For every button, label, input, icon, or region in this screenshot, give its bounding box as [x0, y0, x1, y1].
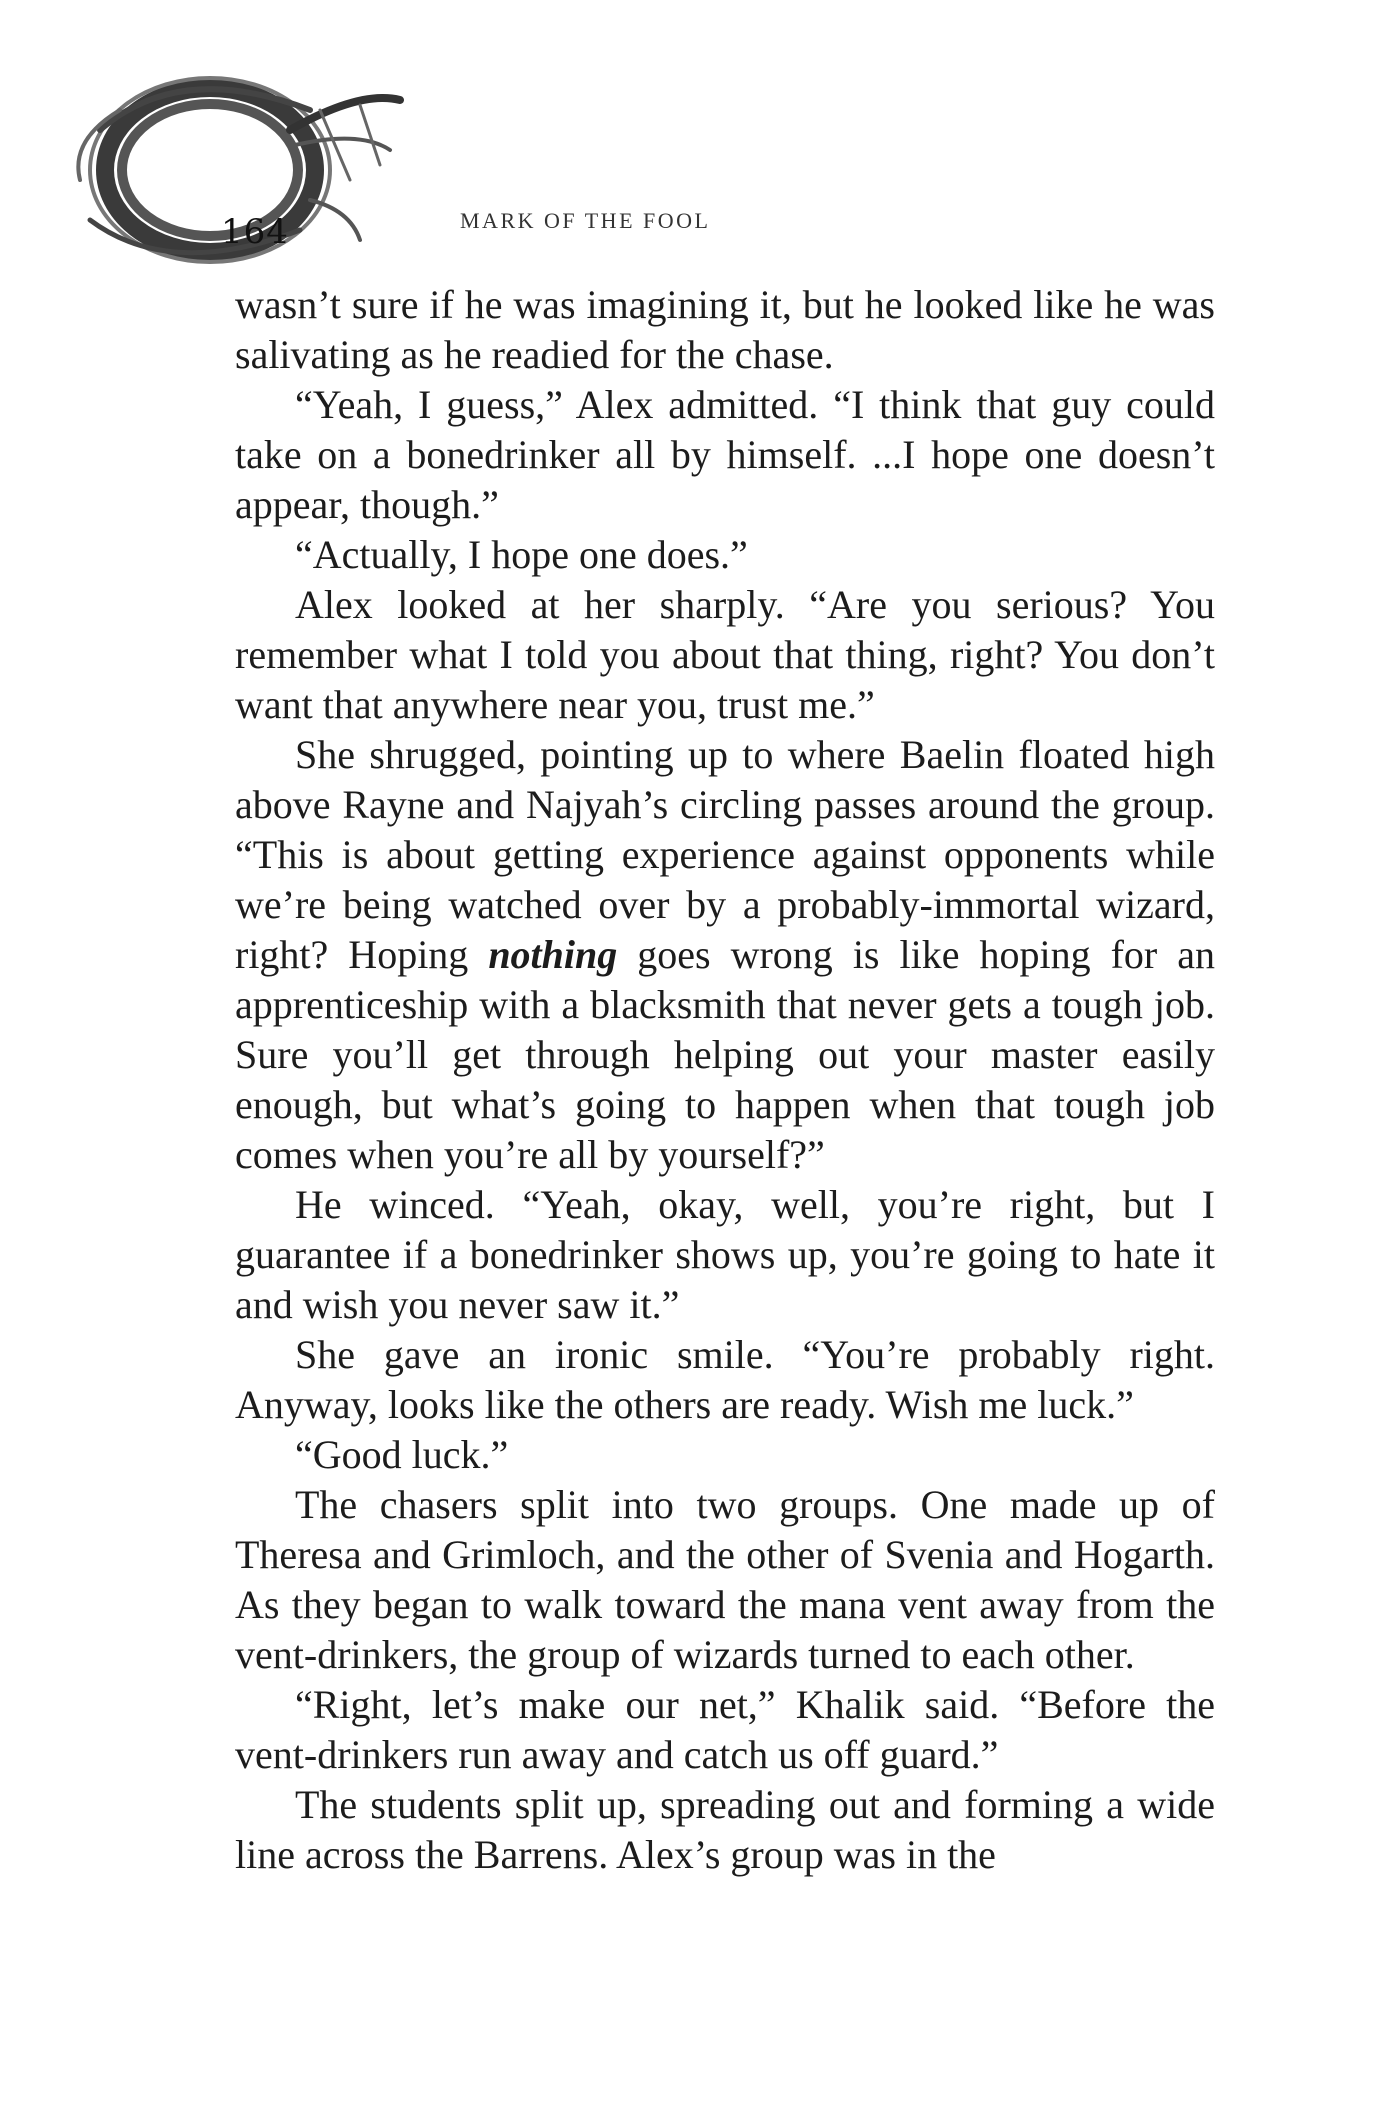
page-header — [60, 70, 1060, 280]
paragraph: The students split up, spreading out and forming a wide line across the Barrens. Alex’s group was in the — [235, 1782, 1215, 1877]
paragraph-text: goes wrong is like hoping for an apprenticeship with a blacksmith that never gets a tough job. Sure you’ll get through helping out your master easily enough, but what’s going to happen when that tough job comes when you’re all by yourself?” — [235, 932, 1215, 1177]
running-head: MARK OF THE FOOL — [460, 208, 711, 233]
page-number: 164 — [221, 212, 289, 252]
paragraph — [235, 730, 1215, 1180]
body-text — [235, 280, 1215, 1880]
paragraph: The chasers split into two groups. One made up of Theresa and Grimloch, and the other of Svenia and Hogarth. As they began to walk toward the mana vent away from the vent-drinkers, the group of wizards turned to each other. — [235, 1482, 1215, 1677]
paragraph: She gave an ironic smile. “You’re probably right. Anyway, looks like the others are ready. Wish me luck.” — [235, 1332, 1215, 1427]
paragraph: “Yeah, I guess,” Alex admitted. “I think that guy could take on a bonedrinker all by himself. ...I hope one doesn’t appear, though.” — [235, 382, 1215, 527]
paragraph: He winced. “Yeah, okay, well, you’re right, but I guarantee if a bonedrinker shows up, you’re going to hate it and wish you never saw it.” — [235, 1182, 1215, 1327]
paragraph: “Actually, I hope one does.” — [295, 532, 748, 577]
paragraph: wasn’t sure if he was imagining it, but he looked like he was salivating as he readied for the chase. — [235, 282, 1215, 377]
paragraph-text: She shrugged, pointing up to where Baelin floated high above Rayne and Najyah’s circling passes around the group. “This is about getting experience against opponents while we’re being watched over by a probably-immortal wizard, right? Hoping — [235, 732, 1215, 977]
emphasis-text: nothing — [488, 932, 618, 977]
paragraph: “Good luck.” — [295, 1432, 509, 1477]
paragraph: “Right, let’s make our net,” Khalik said. “Before the vent-drinkers run away and catch us off guard.” — [235, 1682, 1215, 1777]
paragraph: Alex looked at her sharply. “Are you serious? You remember what I told you about that thing, right? You don’t want that anywhere near you, trust me.” — [235, 582, 1215, 727]
